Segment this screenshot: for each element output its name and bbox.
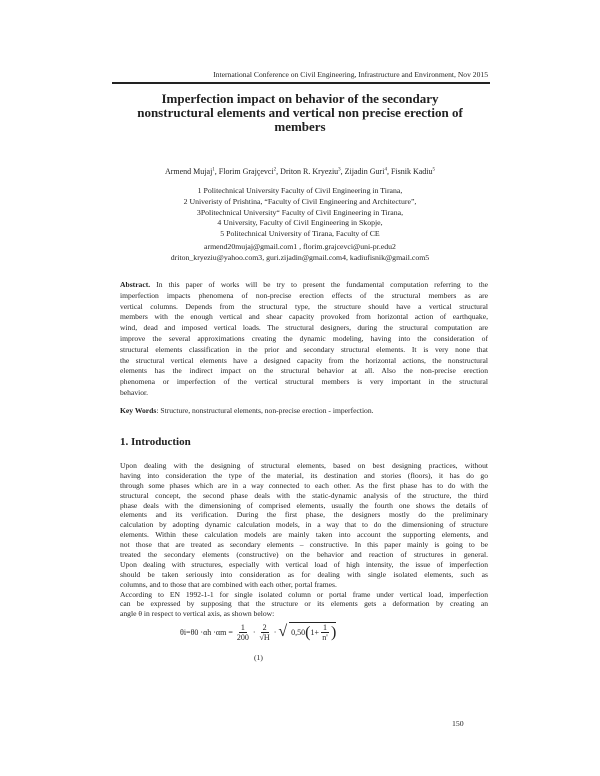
abstract-line [120, 280, 488, 291]
paragraph-line: Upon dealing with the designing of structural elements, based on best designing practices, without [120, 461, 488, 470]
author-name: Fisnik Kadiu [390, 167, 433, 176]
sqrt-body [289, 622, 336, 642]
email-line: armend20mujaj@gmail.com1 , florim.grajcevci@uni-pr.edu2 [204, 241, 396, 251]
paragraph-line: phase deals with the dimensioning of comprised elements, usually the fourth one shows the details of [120, 500, 488, 510]
author-affiliation-mark: 5 [432, 167, 436, 173]
keywords-text: : Structure, nonstructural elements, non-precise erection - imperfection. [156, 406, 374, 415]
affiliations [110, 186, 490, 264]
paragraph-line: structural concept, the second phase deals with the static-dynamic analysis of the structure, the third [120, 490, 488, 500]
fraction [260, 623, 270, 642]
sqrt-symbol: √ [278, 623, 288, 640]
abstract-line: imperfection impacts phenomena of non-precise erection effects of the structural members as are [120, 290, 488, 300]
affiliation: 2 Univeristy of Prishtina, “Faculty of Civil Engineering and Architecture”, [183, 196, 417, 206]
author-list: Armend Mujaj$^1$, Florim Grajçevci$^2$, Driton R. Kryeziu$^3$, Zijadin Guri$^4$, Fisnik Kadiu$^5$ [164, 167, 436, 176]
author-affiliation-mark: 2 [273, 167, 277, 173]
paper-title [110, 92, 490, 134]
affiliation: 5 Politechnical University of Tirana, Faculty of CE [220, 229, 380, 239]
dot-operator: · [252, 627, 256, 637]
email-line: driton_kryeziu@yahoo.com3, guri.zijadin@gmail.com4, kadiufisnik@gmail.com5 [170, 252, 430, 262]
paragraph-line: treated the secondary elements (constructive) on the behavior and reaction of structures in general. [120, 550, 488, 560]
keywords-label: Key Words [120, 406, 157, 415]
abstract-line: the structural vertical elements have a designed capacity from the horizontal actions, the nonstructural [120, 355, 488, 365]
paragraph-line: should be taken seriously into consideration as for dealing with single isolated elements, such as [120, 569, 488, 579]
abstract-line: structural elements classification in the prior and secondary structural elements. It is very none that [120, 344, 488, 354]
paragraph-line: columns, and to those that are combined with each other, portal frames. [120, 579, 337, 589]
abstract [120, 280, 488, 399]
paragraph-line: through some phases which are in a way connected to each other. As the first phase has to do with the [120, 480, 488, 490]
paragraph-line: According to EN 1992-1-1 for single isolated column or portal frame under vertical load, imperfection [120, 589, 488, 599]
abstract-line: wind, dead and imposed vertical loads. The structural designers, during the structural computation are [120, 323, 488, 333]
title-line: nonstructural elements and vertical non precise erection of [137, 105, 463, 120]
affiliation: 4 University, Faculty of Civil Engineering in Skopje, [217, 218, 383, 228]
abstract-line: elements has the indirect impact on the structural behavior at all. Also the non-precise erection [120, 366, 488, 376]
fraction [321, 623, 329, 642]
author-name: Armend Mujaj [164, 167, 213, 176]
author-affiliation-mark: 1 [212, 167, 215, 173]
author-affiliation-mark: 4 [384, 167, 387, 173]
running-head: International Conference on Civil Engineering, Infrastructure and Environment, Nov 2015 [213, 70, 488, 79]
title-line: members [274, 119, 326, 134]
dot-operator: · [273, 627, 277, 637]
author-affiliation-mark: 3 [338, 167, 341, 173]
numerator: 1 [240, 622, 245, 632]
fraction [237, 623, 249, 642]
denominator: n' [322, 633, 328, 642]
numerator: 1 [322, 623, 327, 632]
abstract-line: vertical columns. Depends from the structural type, the structure should have a vertical structural [120, 301, 488, 311]
affiliation: 1 Politechnical University Faculty of Civil Engineering in Tirana, [197, 186, 403, 195]
abstract-text: In this paper of works will be try to present the fundamental computation referring to the [150, 280, 488, 289]
numerator: 2 [262, 622, 267, 632]
abstract-line: phenomena or imperfection of the vertical structural members is very important in the structural [120, 377, 488, 387]
author-name: Florim Grajçevci [218, 167, 274, 176]
paragraph-line: can be expressed by supposing that the structure or its elements gets a deformation by creating an [120, 599, 488, 609]
paragraph-line: not those that are treated as secondary elements – constructive. In this paper mainly is going to be [120, 540, 488, 550]
author-name: Driton R. Kryeziu [280, 167, 339, 176]
abstract-label: Abstract. [120, 280, 151, 289]
abstract-line: members with the enough vertical and shear capacity provoked from horizontal action of earthquake, [120, 312, 488, 322]
page-number: 150 [452, 719, 464, 728]
equation-lhs: θi=θ0 ·αh ·αm = [180, 627, 233, 637]
paragraph-line: elements. Within these calculation models are mainly taken into account the supporting elements, and [120, 530, 488, 540]
abstract-line: improve the several approximations creating the dynamic modeling, having into the consideration of [120, 333, 488, 343]
equation-number: (1) [254, 653, 263, 662]
denominator: √H [259, 632, 270, 642]
paragraph-line: elements and its verification. During the first phase, the designers mostly do the preliminary [120, 510, 488, 520]
equation-1 [180, 622, 336, 642]
paragraph-line: Upon dealing with structures, especially with vertical load of high intensity, the issue of imperfection [120, 559, 488, 569]
author-name: Zijadin Guri [344, 167, 385, 176]
keywords [120, 406, 488, 415]
paragraph-line: calculation by adopting dynamic calculation models, in a way that to do the dimensioning of structure [120, 520, 488, 530]
paragraph-line: having into consideration the type of the material, its destination and stories (floors), it has do go [120, 470, 488, 480]
right-paren: ) [330, 623, 337, 641]
denominator: 200 [236, 632, 249, 642]
affiliation: 3Politechnical University“ Faculty of Civil Engineering in Tirana, [196, 207, 404, 217]
title-line: Imperfection impact on behavior of the secondary [161, 91, 439, 106]
header-rule [112, 82, 490, 84]
section-heading-introduction: 1. Introduction [120, 436, 191, 448]
paragraph-line: angle θ in respect to vertical axis, as shown below: [120, 609, 275, 619]
left-paren: ( [305, 623, 311, 641]
abstract-line: behavior. [120, 387, 149, 397]
equation-coefficient: 0,50 [291, 628, 306, 637]
introduction-body [120, 461, 488, 619]
one-plus: 1+ [310, 628, 319, 637]
